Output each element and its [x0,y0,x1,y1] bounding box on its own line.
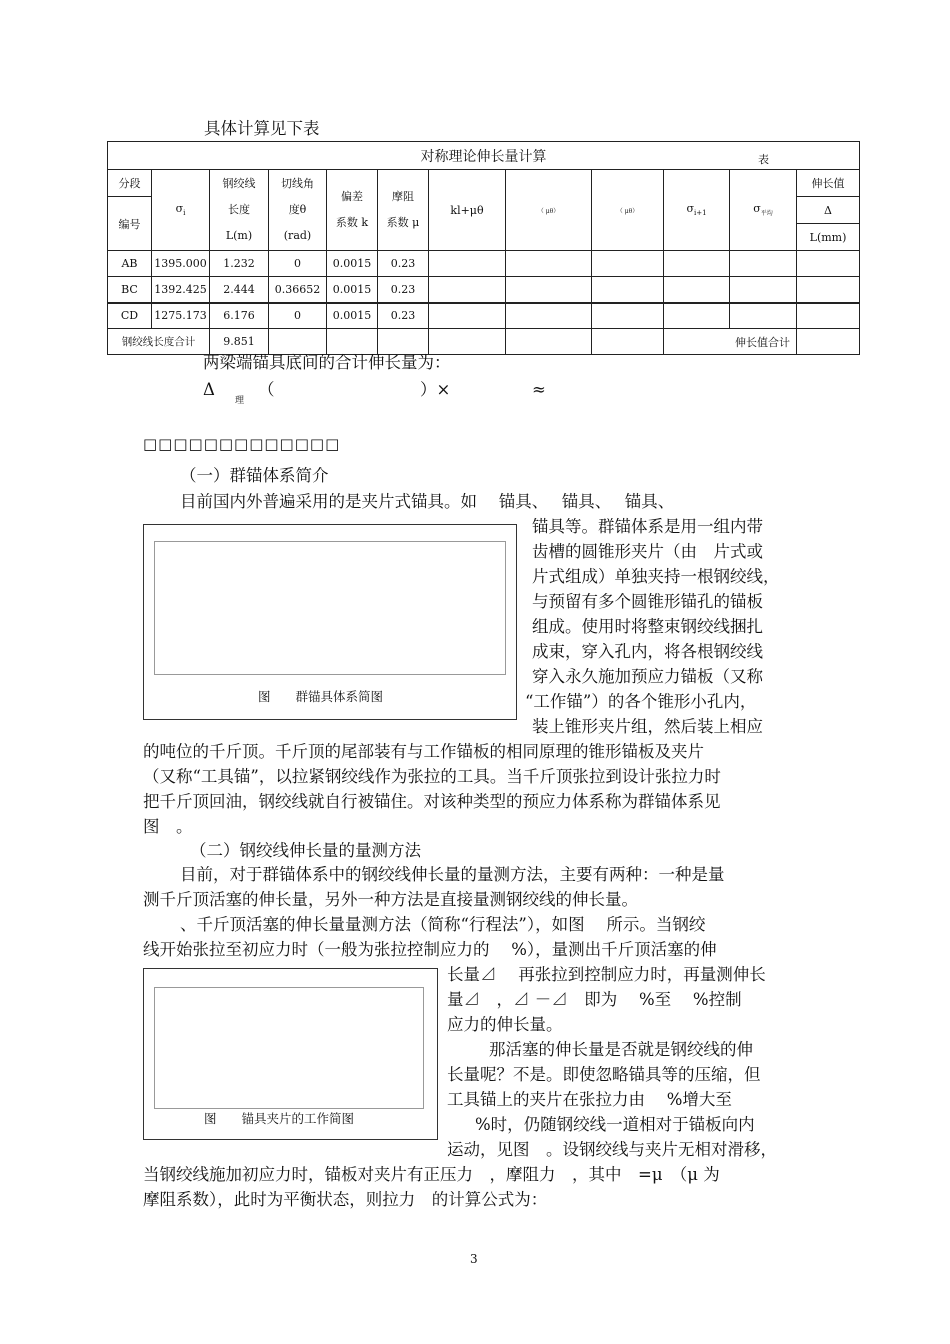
header-seg-bottom: 编号 [108,197,152,251]
figure-caption: 图 群锚具体系简图 [258,689,384,704]
header-e1: （ μθ） [506,170,592,251]
header-elong-1: 伸长值 [797,170,860,197]
figure-frame [154,541,506,675]
figure-frame [154,987,424,1109]
para1-line-11: （又称“工具锚”，以拉紧钢绞线作为张拉的工具。当千斤顶张拉到设计张拉力时 [143,767,721,786]
table-title-cell [108,142,860,170]
header-sigma-avg: $\sigma_{平均}$ [730,170,797,251]
cell-seg: BC [108,277,152,303]
para1-line-1: 锚具等。群锚体系是用一组内带 [532,517,763,536]
header-sigma: $\sigma_i$ [152,170,210,251]
header-length: 钢绞线 长度 L(m) [210,170,269,251]
para2-line-1: 测千斤顶活塞的伸长量，另外一种方法是直接量测钢绞线的伸长量。 [143,890,638,909]
page-number: 3 [470,1252,478,1266]
figure-caption: 图 锚具夹片的工作简图 [204,1111,355,1126]
formula-rparen: ）× [420,380,451,399]
elong-total-label: 伸长值合计 [664,329,797,355]
para1-line-3: 片式组成）单独夹持一根钢绞线， [532,567,780,586]
figure-anchor-system [143,524,517,720]
header-mu: 摩阻 系数 μ [378,170,429,251]
para1-line-0: 目前国内外普遍采用的是夹片式锚具。如 锚具、 锚具、 锚具、 [180,492,675,511]
table-title-suffix: 表 [758,153,769,166]
para1-line-9: 装上锥形夹片组，然后装上相应 [532,717,763,736]
cell-sigma: 1392.425 [152,277,210,303]
cell-angle: 0 [269,303,327,329]
cell-length: 1.232 [210,251,269,277]
cell-angle: 0.36652 [269,277,327,303]
subheading-1: （一）群锚体系简介 [180,466,329,485]
formula-delta: Δ [203,380,215,399]
para2-line-9: 工具锚上的夹片在张拉力由 %增大至 [447,1090,732,1109]
total-value: 9.851 [210,329,269,355]
formula-sub: 理 [235,396,245,406]
para2-line-2: 、千斤顶活塞的伸长量量测方法（简称“行程法”），如图 所示。当钢绞 [180,915,706,934]
table-title: 对称理论伸长量计算 [420,148,547,165]
elongation-table [107,141,860,355]
para1-line-13: 图 。 [143,817,193,836]
total-label: 钢绞线长度合计 [108,329,210,355]
para1-line-10: 的吨位的千斤顶。千斤顶的尾部装有与工作锚板的相同原理的锥形锚板及夹片 [143,742,704,761]
para1-line-12: 把千斤顶回油，钢绞线就自行被锚住。对该种类型的预应力体系称为群锚体系见 [143,792,721,811]
formula-lparen: （ [258,380,275,399]
cell-k: 0.0015 [327,251,378,277]
header-angle: 切线角 度θ (rad) [269,170,327,251]
sum-line: 两梁端锚具底间的合计伸长量为： [203,353,451,372]
cell-length: 2.444 [210,277,269,303]
para2-line-8: 长量呢？不是。即使忽略锚具等的压缩，但 [447,1065,761,1084]
cell-sigma: 1275.173 [152,303,210,329]
para2-line-6: 应力的伸长量。 [447,1015,563,1034]
subheading-2: （二）钢绞线伸长量的量测方法 [190,841,421,860]
cell-seg: CD [108,303,152,329]
table-row [108,277,860,303]
cell-mu: 0.23 [378,277,429,303]
table-row [108,251,860,277]
figure-clamp-diagram [143,968,438,1140]
para2-line-13: 摩阻系数），此时为平衡状态，则拉力 的计算公式为： [143,1190,548,1209]
header-seg-top: 分段 [108,170,152,197]
para2-line-10: %时，仍随钢绞线一道相对于锚板向内 [475,1115,755,1134]
header-elong-2: Δ [797,197,860,224]
header-sigma-next: $\sigma_{i+1}$ [664,170,730,251]
cell-sigma: 1395.000 [152,251,210,277]
para1-line-6: 成束，穿入孔内，将各根钢绞线 [532,642,763,661]
para1-line-2: 齿槽的圆锥形夹片（由 片式或 [532,542,763,561]
para2-line-7: 那活塞的伸长量是否就是钢绞线的伸 [489,1040,753,1059]
para1-line-8: “工作锚”）的各个锥形小孔内， [525,692,757,711]
para1-line-5: 组成。使用时将整束钢绞线捆扎 [532,617,763,636]
para2-line-12: 当钢绞线施加初应力时，锚板对夹片有正压力 ，摩阻力 ，其中 =μ （μ 为 [143,1165,720,1184]
para2-line-4: 长量⊿ 再张拉到控制应力时，再量测伸长 [447,965,766,984]
para2-line-0: 目前，对于群锚体系中的钢绞线伸长量的量测方法，主要有两种：一种是量 [180,865,725,884]
cell-mu: 0.23 [378,303,429,329]
cell-angle: 0 [269,251,327,277]
cell-seg: AB [108,251,152,277]
para2-line-5: 量⊿ ，⊿ －⊿ 即为 %至 %控制 [447,990,742,1009]
cell-k: 0.0015 [327,303,378,329]
para1-line-7: 穿入永久施加预应力锚板（又称 [532,667,763,686]
header-e2: （ μθ） [592,170,664,251]
cell-k: 0.0015 [327,277,378,303]
table-row [108,303,860,329]
para2-line-3: 线开始张拉至初应力时（一般为张拉控制应力的 %），量测出千斤顶活塞的伸 [143,940,717,959]
formula-approx: ≈ [532,380,546,399]
intro-line: 具体计算见下表 [204,119,320,138]
para2-line-11: 运动，见图 。设钢绞线与夹片无相对滑移， [447,1140,777,1159]
cell-length: 6.176 [210,303,269,329]
cell-mu: 0.23 [378,251,429,277]
header-klmu: kl+μθ [429,170,506,251]
header-k: 偏差 系数 k [327,170,378,251]
header-elong-3: L(mm) [797,224,860,251]
section-heading: □□□□□□□□□□□□□ [143,435,341,453]
para1-line-4: 与预留有多个圆锥形锚孔的锚板 [532,592,763,611]
